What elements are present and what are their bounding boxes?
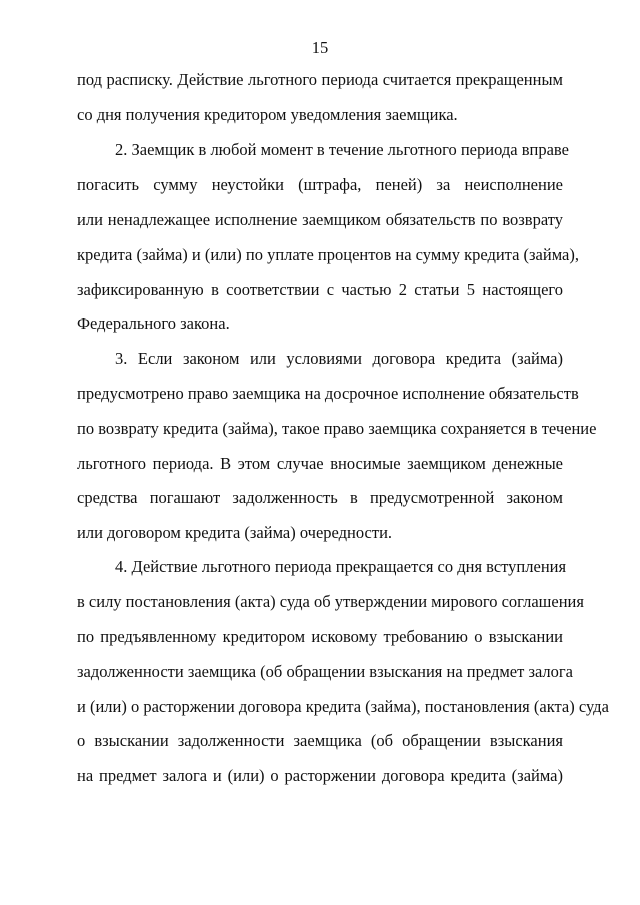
text-line: средства погашают задолженность в предусмотренной законом <box>77 488 563 507</box>
text-line: о взыскании задолженности заемщика (об обращении взыскания <box>77 731 563 750</box>
text-line: зафиксированную в соответствии с частью 2 статьи 5 настоящего <box>77 280 563 299</box>
text-line: по предъявленному кредитором исковому требованию о взыскании <box>77 627 563 646</box>
text-line: кредита (займа) и (или) по уплате процентов на сумму кредита (займа), <box>77 245 579 264</box>
text-line: задолженности заемщика (об обращении взыскания на предмет залога <box>77 662 574 681</box>
paragraph-4-first-line: 4. Действие льготного периода прекращается со дня вступления <box>115 557 567 576</box>
text-line: на предмет залога и (или) о расторжении договора кредита (займа) <box>77 766 563 785</box>
text-line: по возврату кредита (займа), такое право заемщика сохраняется в течение <box>77 419 597 438</box>
paragraph-3-first-line: 3. Если законом или условиями договора кредита (займа) <box>115 349 563 368</box>
page-number: 15 <box>311 38 329 57</box>
text-line: в силу постановления (акта) суда об утверждении мирового соглашения <box>77 592 584 611</box>
paragraph-2-first-line: 2. Заемщик в любой момент в течение льготного периода вправе <box>115 140 569 159</box>
text-line: или договором кредита (займа) очередности. <box>77 523 393 542</box>
text-line: со дня получения кредитором уведомления заемщика. <box>77 105 458 124</box>
text-line: льготного периода. В этом случае вносимые заемщиком денежные <box>77 454 563 473</box>
text-line: предусмотрено право заемщика на досрочное исполнение обязательств <box>77 384 579 403</box>
text-line: погасить сумму неустойки (штрафа, пеней) за неисполнение <box>77 175 563 194</box>
text-line: Федерального закона. <box>77 314 230 333</box>
text-line: или ненадлежащее исполнение заемщиком обязательств по возврату <box>77 210 563 229</box>
text-line: под расписку. Действие льготного периода считается прекращенным <box>77 70 563 89</box>
text-line: и (или) о расторжении договора кредита (займа), постановления (акта) суда <box>77 697 609 716</box>
